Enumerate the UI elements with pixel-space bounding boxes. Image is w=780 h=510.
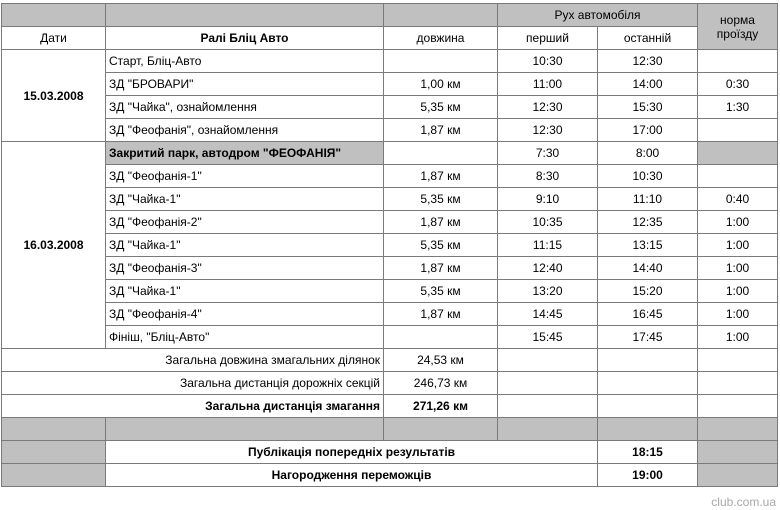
stage-last: 14:40 <box>598 257 698 280</box>
table-row <box>2 73 778 96</box>
stage-length: 5,35 км <box>384 188 498 211</box>
stage-first: 13:20 <box>498 280 598 303</box>
total-label: Загальна дистанція змагання <box>2 395 384 418</box>
stage-name: ЗД "Чайка-1" <box>106 188 384 211</box>
stage-norm: 1:30 <box>698 96 778 119</box>
stage-name: ЗД "Феофанія-4" <box>106 303 384 326</box>
total-label: Загальна дистанція дорожніх секцій <box>2 372 384 395</box>
stage-norm: 1:00 <box>698 211 778 234</box>
table-row <box>2 211 778 234</box>
stage-first: 10:35 <box>498 211 598 234</box>
stage-first: 7:30 <box>498 142 598 165</box>
event-label: Публікація попередніх результатів <box>106 441 598 464</box>
stage-length: 5,35 км <box>384 280 498 303</box>
stage-last: 15:20 <box>598 280 698 303</box>
stage-norm: 1:00 <box>698 257 778 280</box>
header-length: довжина <box>384 27 498 50</box>
stage-length: 1,87 км <box>384 165 498 188</box>
totals-row <box>2 349 778 372</box>
empty-cell <box>698 372 778 395</box>
stage-first: 10:30 <box>498 50 598 73</box>
stage-first: 12:30 <box>498 119 598 142</box>
empty-cell <box>698 395 778 418</box>
stage-length <box>384 326 498 349</box>
empty-cell <box>598 372 698 395</box>
table-row <box>2 96 778 119</box>
stage-first: 12:40 <box>498 257 598 280</box>
stage-first: 14:45 <box>498 303 598 326</box>
stage-first: 9:10 <box>498 188 598 211</box>
stage-name: ЗД "Чайка-1" <box>106 280 384 303</box>
header-norm-line2: проїзду <box>716 26 759 41</box>
empty-cell <box>498 395 598 418</box>
table-row <box>2 234 778 257</box>
stage-name: ЗД "Феофанія-1" <box>106 165 384 188</box>
empty-cell <box>698 349 778 372</box>
stage-last: 12:30 <box>598 50 698 73</box>
header-blank-length <box>384 4 498 27</box>
day-date: 15.03.2008 <box>2 50 106 142</box>
event-label: Нагородження переможців <box>106 464 598 487</box>
stage-norm: 1:00 <box>698 234 778 257</box>
header-blank-dates <box>2 4 106 27</box>
stage-norm: 1:00 <box>698 280 778 303</box>
table-row <box>2 303 778 326</box>
table-row <box>2 326 778 349</box>
stage-length <box>384 50 498 73</box>
spacer-cell <box>2 418 106 441</box>
total-value: 271,26 км <box>384 395 498 418</box>
stage-name: ЗД "Феофанія-2" <box>106 211 384 234</box>
stage-first: 8:30 <box>498 165 598 188</box>
stage-name: ЗД "Чайка", ознайомлення <box>106 96 384 119</box>
stage-first: 11:15 <box>498 234 598 257</box>
event-spacer <box>2 464 106 487</box>
header-norm-line1: норма <box>720 12 755 27</box>
table-row <box>2 142 778 165</box>
event-spacer <box>698 464 778 487</box>
spacer-row <box>2 418 778 441</box>
table-row <box>2 188 778 211</box>
table-row <box>2 119 778 142</box>
header-movement: Рух автомобіля <box>498 4 698 27</box>
total-value: 24,53 км <box>384 349 498 372</box>
rally-schedule-table <box>1 3 778 487</box>
total-value: 246,73 км <box>384 372 498 395</box>
header-event: Ралі Бліц Авто <box>106 27 384 50</box>
spacer-cell <box>106 418 384 441</box>
watermark: club.com.ua <box>711 495 776 509</box>
stage-length: 5,35 км <box>384 96 498 119</box>
stage-norm <box>698 50 778 73</box>
totals-row <box>2 395 778 418</box>
stage-name: ЗД "БРОВАРИ" <box>106 73 384 96</box>
event-spacer <box>698 441 778 464</box>
header-row-top <box>2 4 778 27</box>
stage-name: ЗД "Феофанія", ознайомлення <box>106 119 384 142</box>
table-row <box>2 50 778 73</box>
total-label: Загальна довжина змагальних ділянок <box>2 349 384 372</box>
stage-name: Старт, Бліц-Авто <box>106 50 384 73</box>
spacer-cell <box>698 418 778 441</box>
table-row <box>2 257 778 280</box>
stage-name: Фініш, "Бліц-Авто" <box>106 326 384 349</box>
stage-first: 12:30 <box>498 96 598 119</box>
stage-norm: 0:30 <box>698 73 778 96</box>
stage-name: Закритий парк, автодром "ФЕОФАНІЯ" <box>106 142 384 165</box>
stage-last: 16:45 <box>598 303 698 326</box>
header-dates: Дати <box>2 27 106 50</box>
event-time: 19:00 <box>598 464 698 487</box>
header-blank-event <box>106 4 384 27</box>
stage-last: 8:00 <box>598 142 698 165</box>
stage-norm: 1:00 <box>698 303 778 326</box>
event-row <box>2 464 778 487</box>
stage-name: ЗД "Чайка-1" <box>106 234 384 257</box>
stage-length <box>384 142 498 165</box>
header-norm <box>698 4 778 50</box>
stage-last: 14:00 <box>598 73 698 96</box>
stage-last: 13:15 <box>598 234 698 257</box>
stage-norm: 0:40 <box>698 188 778 211</box>
stage-last: 11:10 <box>598 188 698 211</box>
stage-length: 1,87 км <box>384 211 498 234</box>
spacer-cell <box>598 418 698 441</box>
stage-length: 1,87 км <box>384 257 498 280</box>
event-time: 18:15 <box>598 441 698 464</box>
stage-length: 5,35 км <box>384 234 498 257</box>
stage-last: 12:35 <box>598 211 698 234</box>
header-last: останній <box>598 27 698 50</box>
stage-first: 11:00 <box>498 73 598 96</box>
totals-row <box>2 372 778 395</box>
stage-last: 15:30 <box>598 96 698 119</box>
stage-length: 1,00 км <box>384 73 498 96</box>
spacer-cell <box>384 418 498 441</box>
event-spacer <box>2 441 106 464</box>
stage-length: 1,87 км <box>384 303 498 326</box>
stage-last: 17:45 <box>598 326 698 349</box>
header-first: перший <box>498 27 598 50</box>
stage-last: 17:00 <box>598 119 698 142</box>
empty-cell <box>598 349 698 372</box>
event-row <box>2 441 778 464</box>
table-row <box>2 280 778 303</box>
stage-name: ЗД "Феофанія-3" <box>106 257 384 280</box>
spacer-cell <box>498 418 598 441</box>
stage-norm: 1:00 <box>698 326 778 349</box>
stage-norm <box>698 142 778 165</box>
empty-cell <box>598 395 698 418</box>
stage-first: 15:45 <box>498 326 598 349</box>
header-row <box>2 27 778 50</box>
stage-length: 1,87 км <box>384 119 498 142</box>
empty-cell <box>498 349 598 372</box>
stage-norm <box>698 119 778 142</box>
stage-last: 10:30 <box>598 165 698 188</box>
stage-norm <box>698 165 778 188</box>
empty-cell <box>498 372 598 395</box>
table-row <box>2 165 778 188</box>
day-date: 16.03.2008 <box>2 142 106 349</box>
